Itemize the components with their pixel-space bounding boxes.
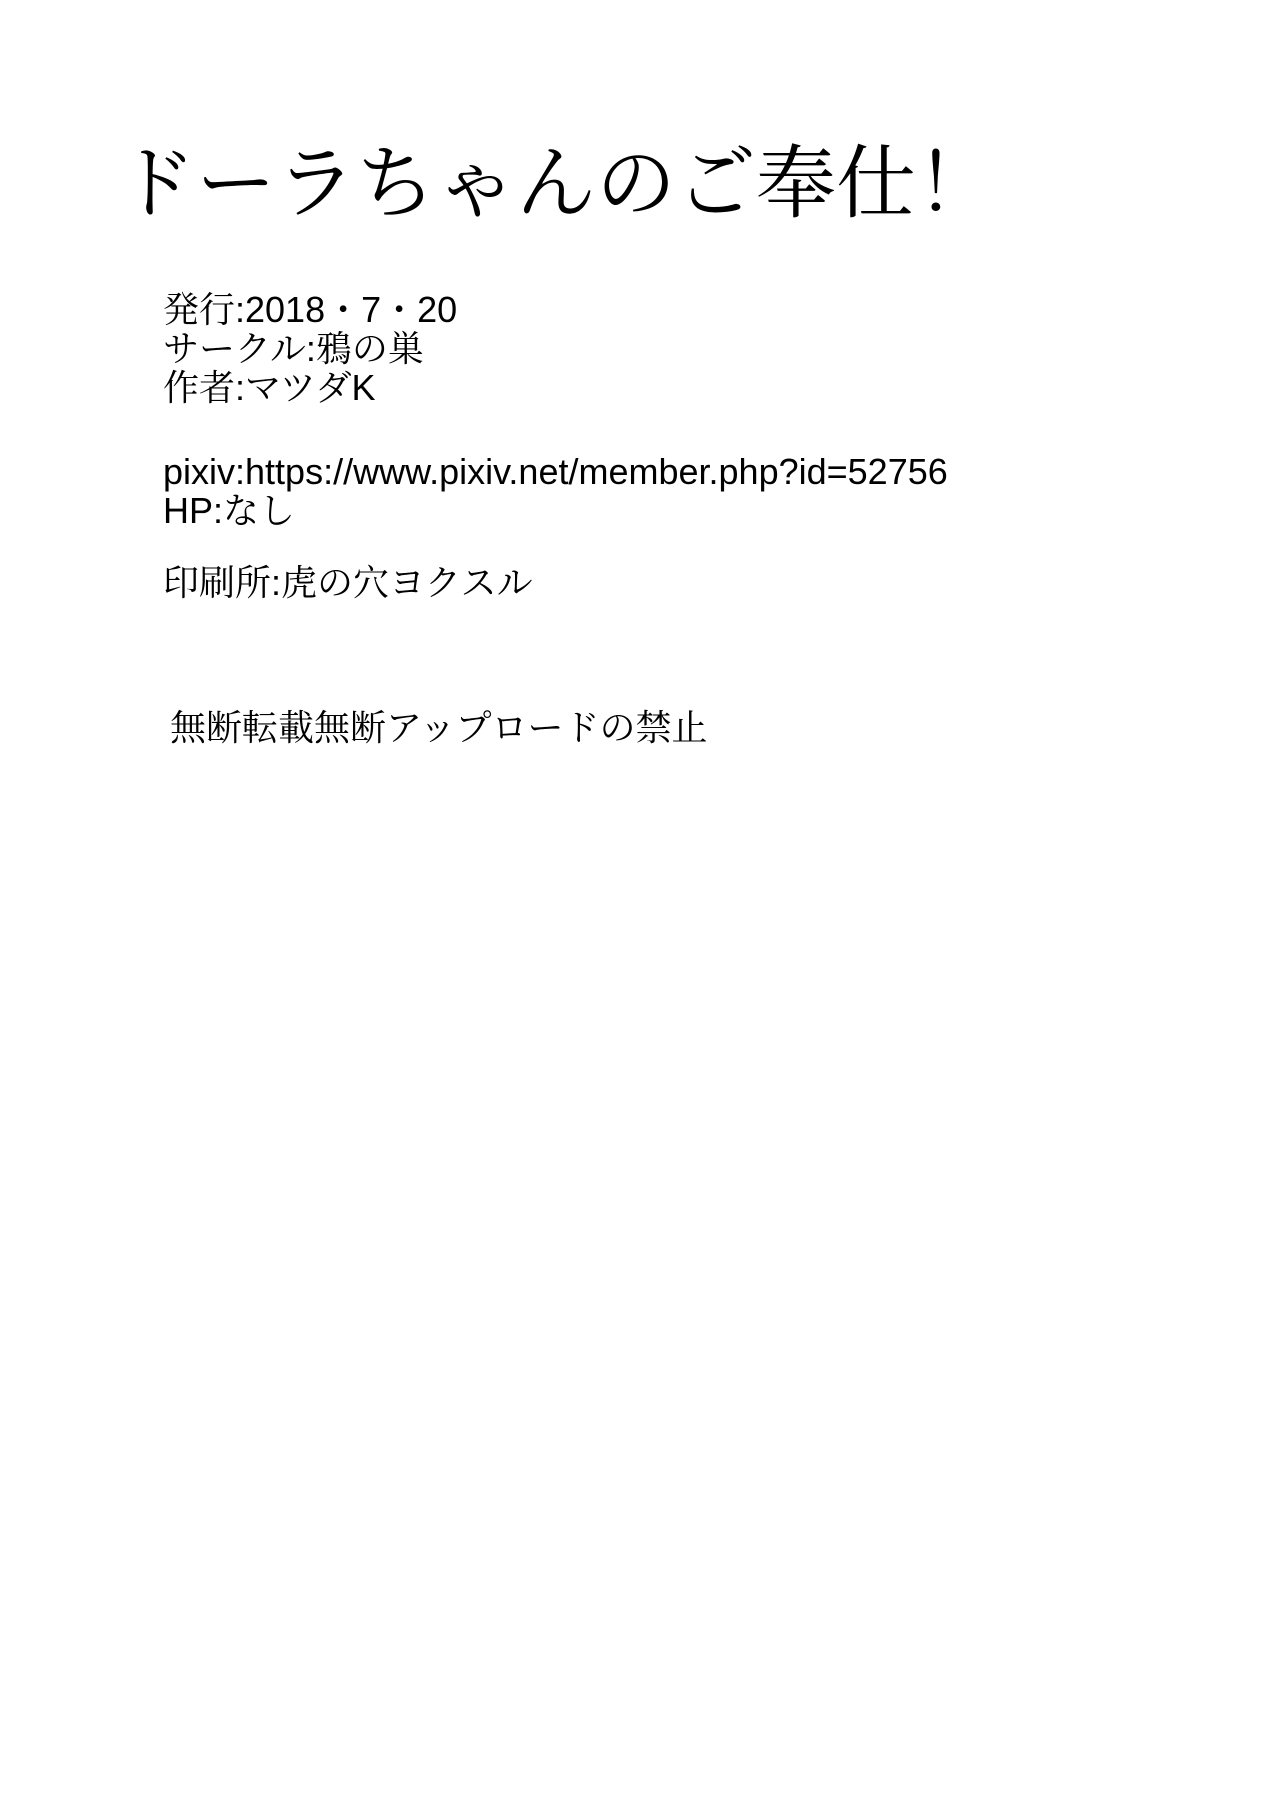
issue-date: 発行:2018・7・20 [163, 289, 458, 330]
homepage-line: HP:なし [163, 490, 296, 531]
page-title: ドーラちゃんのご奉仕！ [116, 139, 996, 228]
author-name: 作者:マツダK [163, 367, 376, 408]
reprint-prohibition-notice: 無断転載無断アップロードの禁止 [170, 707, 708, 748]
pixiv-url: pixiv:https://www.pixiv.net/member.php?id=52756 [163, 451, 948, 492]
contact-info [163, 452, 948, 530]
circle-name: サークル:鴉の巣 [163, 328, 424, 369]
printer-info: 印刷所:虎の穴ヨクスル [163, 562, 533, 603]
publication-info [163, 290, 457, 407]
